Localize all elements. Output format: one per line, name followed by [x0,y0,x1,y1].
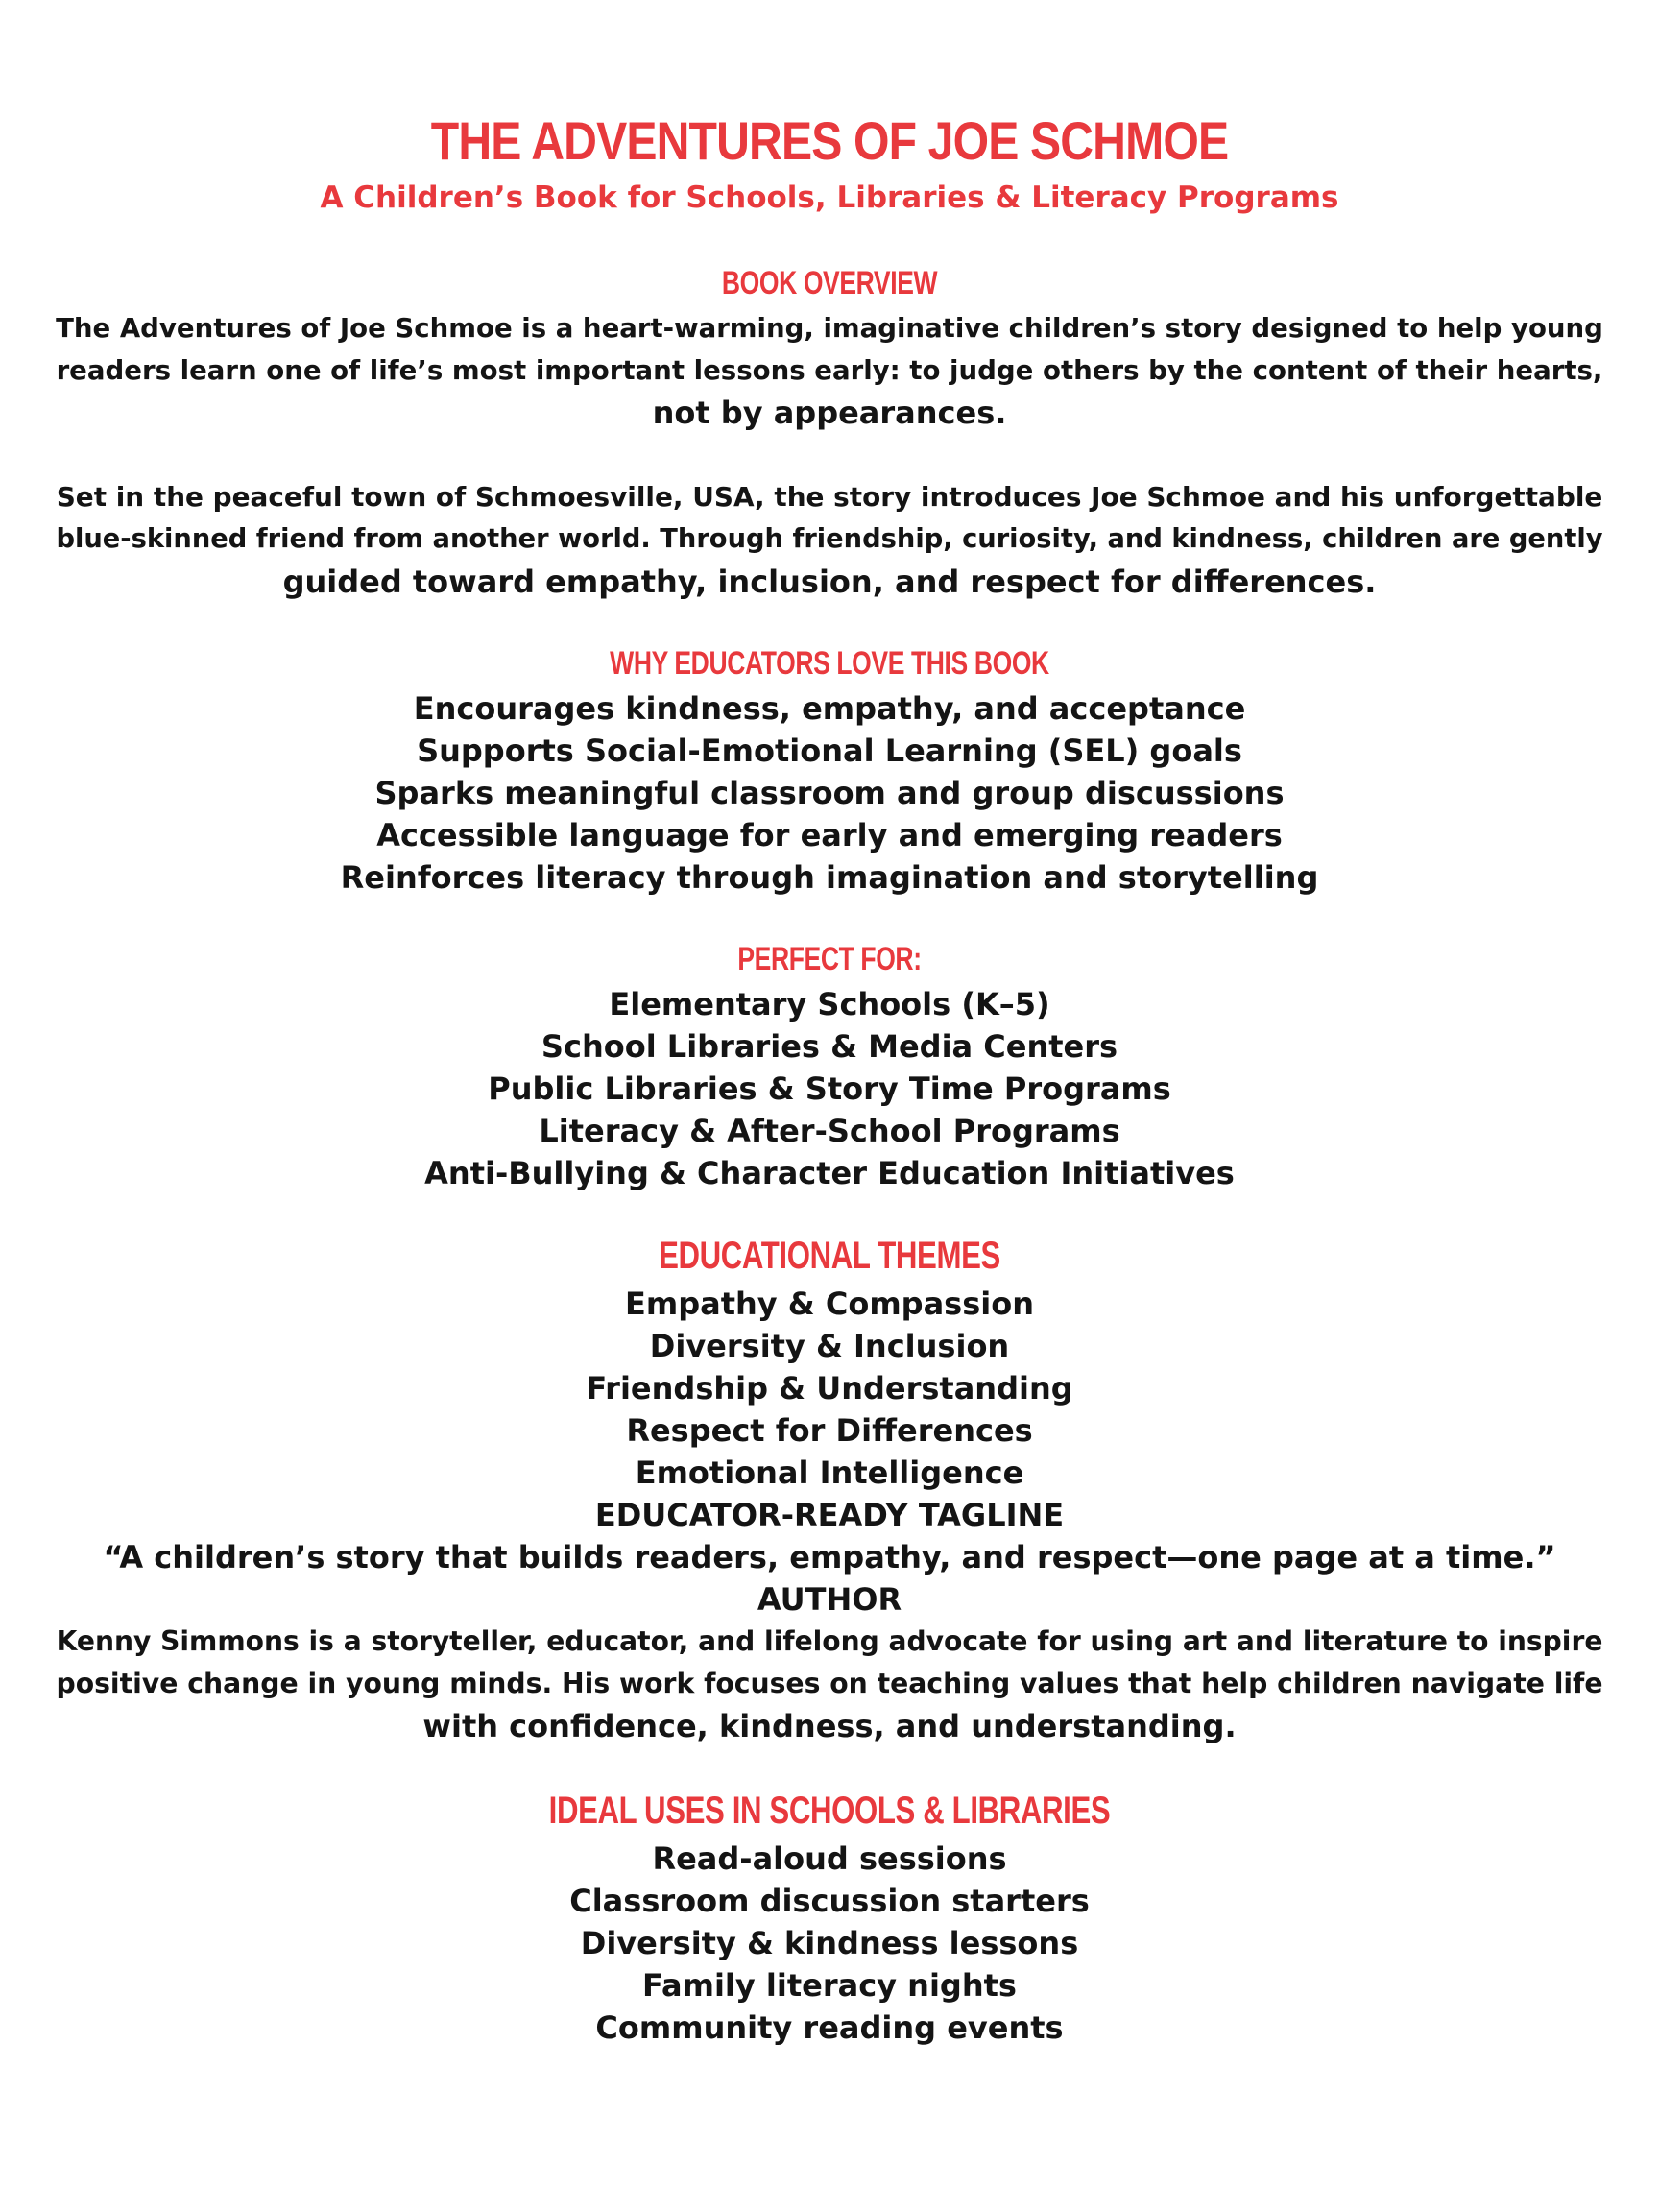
perfect-for-heading: PERFECT FOR: [737,941,922,977]
list-item: Anti-Bullying & Character Education Initiatives [424,1155,1235,1191]
overview-heading: BOOK OVERVIEW [721,265,938,301]
list-item: Sparks meaningful classroom and group discussions [374,775,1285,811]
tagline-text: “A children’s story that builds readers, empathy, and respect—one page at a time.” [103,1539,1556,1575]
list-item: Family literacy nights [642,1967,1017,2004]
uses-list [48,1838,1611,2049]
themes-heading: EDUCATIONAL THEMES [659,1235,1000,1277]
themes-list [48,1283,1611,1747]
list-item: Diversity & Inclusion [649,1328,1010,1364]
overview-p1-line: not by appearances. [652,395,1007,431]
overview-p2-line: Set in the peaceful town of Schmoesville, USA, the story introduces Joe Schmoe and his unforgettable [56,481,1603,513]
overview-p1-line: readers learn one of life’s most important lessons early: to judge others by the content of their hearts, [56,354,1603,386]
educators-heading: WHY EDUCATORS LOVE THIS BOOK [610,645,1049,682]
overview-p1-line: The Adventures of Joe Schmoe is a heart-warming, imaginative children’s story designed to help young [56,312,1603,344]
list-item: Accessible language for early and emerging readers [376,817,1283,854]
list-item: Empathy & Compassion [625,1286,1034,1322]
overview-paragraph-1 [48,307,1611,434]
educators-list [48,687,1611,899]
list-item: Respect for Differences [626,1412,1033,1449]
list-item: Public Libraries & Story Time Programs [488,1070,1171,1107]
author-bio-line: positive change in young minds. His work focuses on teaching values that help children navigate life [56,1668,1603,1699]
list-item: Literacy & After-School Programs [539,1113,1120,1149]
overview-p2-line: guided toward empathy, inclusion, and respect for differences. [282,564,1377,600]
list-item: Community reading events [595,2009,1064,2046]
perfect-for-list [48,983,1611,1194]
tagline-heading: EDUCATOR-READY TAGLINE [594,1497,1065,1533]
uses-heading: IDEAL USES IN SCHOOLS & LIBRARIES [548,1790,1111,1832]
author-bio-line: with confidence, kindness, and understanding. [422,1708,1237,1744]
overview-paragraph-2 [48,476,1611,603]
list-item: Friendship & Understanding [586,1370,1073,1407]
list-item: Elementary Schools (K–5) [609,986,1050,1022]
author-heading: AUTHOR [757,1581,902,1618]
book-title: THE ADVENTURES OF JOE SCHMOE [430,110,1229,171]
list-item: Emotional Intelligence [635,1455,1024,1491]
list-item: Classroom discussion starters [569,1883,1090,1919]
list-item: Supports Social-Emotional Learning (SEL) goals [417,733,1242,769]
list-item: Reinforces literacy through imagination and storytelling [340,859,1319,896]
list-item: School Libraries & Media Centers [541,1028,1118,1065]
list-item: Read-aloud sessions [652,1840,1007,1877]
overview-p2-line: blue-skinned friend from another world. Through friendship, curiosity, and kindness, children are gently [56,524,1603,554]
author-bio-line: Kenny Simmons is a storyteller, educator, and lifelong advocate for using art and literature to inspire [56,1625,1603,1657]
list-item: Encourages kindness, empathy, and acceptance [413,690,1246,727]
book-subtitle: A Children’s Book for Schools, Libraries & Literacy Programs [320,180,1339,215]
list-item: Diversity & kindness lessons [580,1925,1079,1961]
